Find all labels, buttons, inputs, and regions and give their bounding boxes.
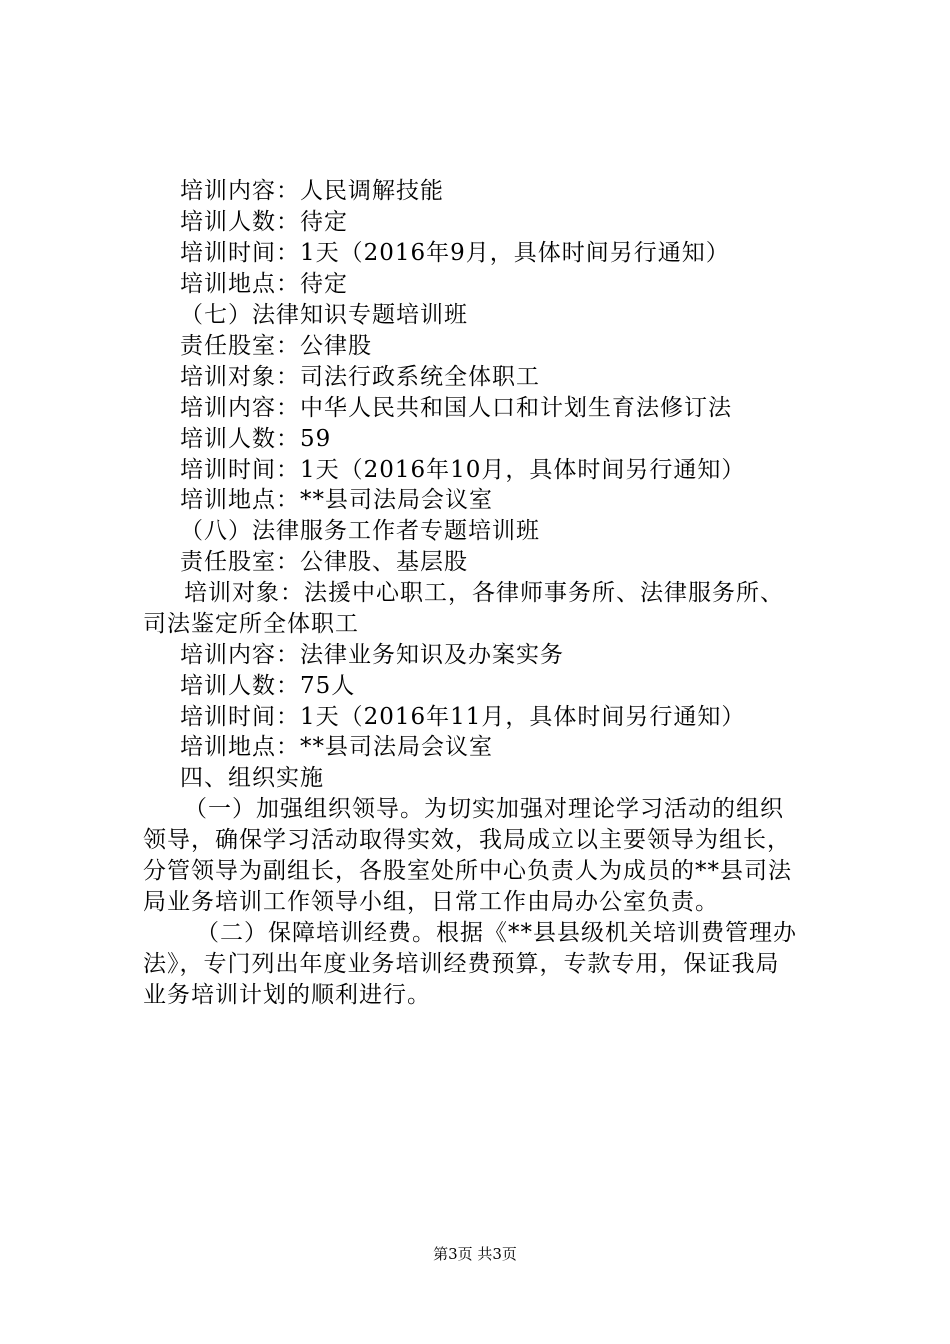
training-target-line: 培训对象：法援中心职工，各律师事务所、法律服务所、	[184, 580, 784, 606]
paragraph-2-line-2: 法》，专门列出年度业务培训经费预算，专款专用，保证我局	[143, 951, 780, 977]
training-content-line: 培训内容：法律业务知识及办案实务	[180, 642, 564, 668]
training-content-line: 培训内容：人民调解技能	[180, 178, 444, 204]
training-location-line: 培训地点：待定	[180, 271, 348, 297]
section-heading-7: （七）法律知识专题培训班	[180, 302, 468, 328]
responsible-office-line: 责任股室：公律股	[180, 333, 372, 359]
training-target-continuation: 司法鉴定所全体职工	[143, 611, 359, 637]
training-time-line: 培训时间：1天（2016年11月，具体时间另行通知）	[180, 704, 746, 730]
training-location-line: 培训地点：**县司法局会议室	[180, 734, 493, 760]
training-count-line: 培训人数：75人	[180, 673, 356, 699]
page-footer: 第3页 共3页	[433, 1245, 517, 1263]
training-content-line: 培训内容：中华人民共和国人口和计划生育法修订法	[180, 395, 732, 421]
paragraph-2-line-3: 业务培训计划的顺利进行。	[143, 982, 431, 1008]
training-count-line: 培训人数：待定	[180, 209, 348, 235]
section-heading-8: （八）法律服务工作者专题培训班	[180, 518, 540, 544]
paragraph-1-line-3: 分管领导为副组长，各股室处所中心负责人为成员的**县司法	[143, 858, 792, 884]
training-time-line: 培训时间：1天（2016年9月，具体时间另行通知）	[180, 240, 730, 266]
training-count-line: 培训人数：59	[180, 426, 332, 452]
responsible-office-line: 责任股室：公律股、基层股	[180, 549, 468, 575]
training-target-line: 培训对象：司法行政系统全体职工	[180, 364, 540, 390]
section-heading-4: 四、组织实施	[180, 765, 324, 791]
paragraph-1-line-2: 领导，确保学习活动取得实效，我局成立以主要领导为组长，	[143, 827, 791, 853]
training-location-line: 培训地点：**县司法局会议室	[180, 487, 493, 513]
training-time-line: 培训时间：1天（2016年10月，具体时间另行通知）	[180, 457, 746, 483]
paragraph-2-line-1: （二）保障培训经费。根据《**县县级机关培训费管理办	[196, 920, 797, 946]
paragraph-1-line-4: 局业务培训工作领导小组，日常工作由局办公室负责。	[143, 889, 719, 915]
paragraph-1-line-1: （一）加强组织领导。为切实加强对理论学习活动的组织	[184, 796, 784, 822]
